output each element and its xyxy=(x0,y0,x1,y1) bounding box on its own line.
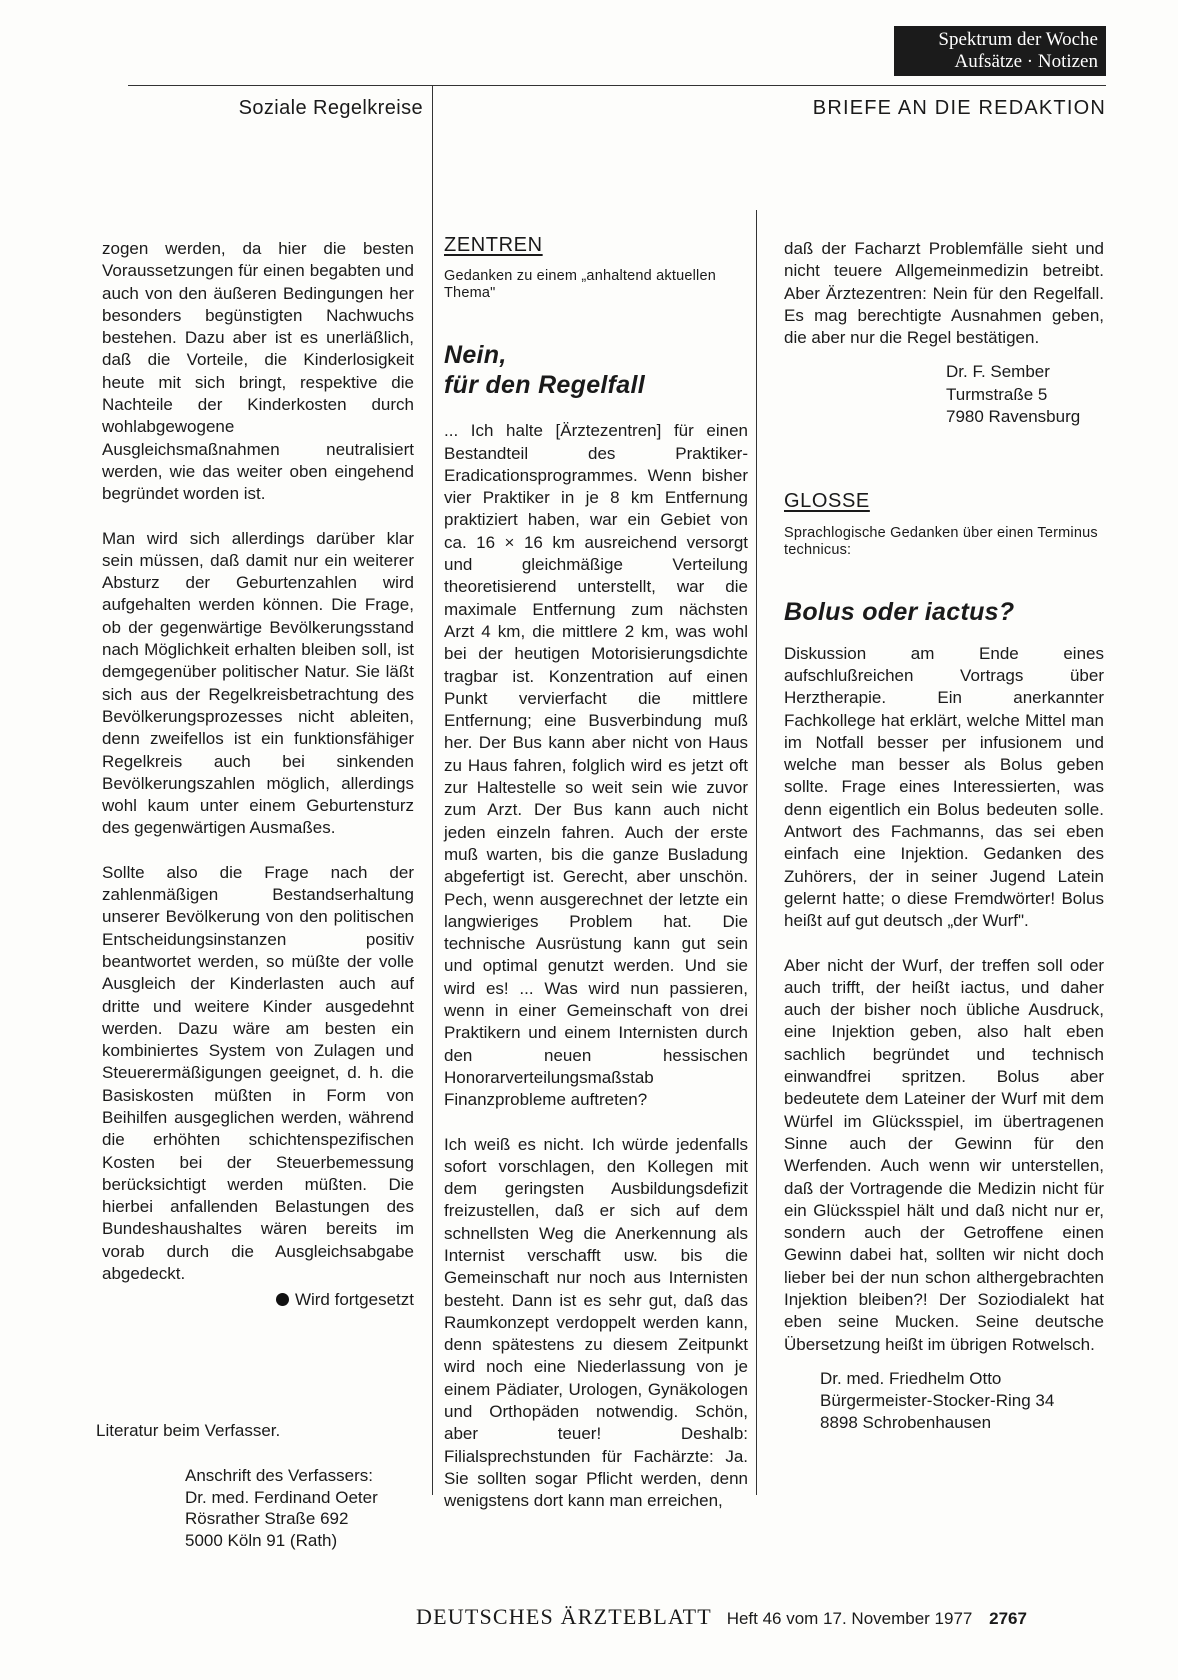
page-number: 2767 xyxy=(989,1609,1027,1628)
signature-sember xyxy=(946,361,1104,428)
badge-line-1: Spektrum der Woche xyxy=(938,29,1098,50)
address-label: Anschrift des Verfassers: xyxy=(185,1466,374,1485)
literature-note xyxy=(96,1420,426,1442)
article-kicker: Gedanken zu einem „anhaltend aktuellen Thema" xyxy=(444,268,717,302)
signature-city: 7980 Ravensburg xyxy=(946,407,1081,427)
signature-name: Dr. med. Friedhelm Otto xyxy=(820,1368,1002,1388)
article-kicker: Sprachlogische Gedanken über einen Terminus technicus: xyxy=(784,524,1098,558)
body-paragraph: Aber nicht der Wurf, der treffen soll oder auch trifft, der heißt iactus, und daher auch der bisher noch übliche Ausdruck, eine Injektion geben, also halt eben sachlich begründet und technisch einwandfrei spritzen. Bolus aber bedeutete dem Lateiner der Wurf mit dem Würfel im Glücksspiel, im übertragenen Sinne auch der Gewinn für den Werfenden. Auch wenn wir unterstellen, daß der Vortragende die Medizin nicht für ein Glücksspiel hält und daß nicht nur er, sondern auch der Getroffene einen Gewinn dabei hat, sollten wir nicht doch lieber bei der nun schon althergebrachten Injektion bleiben?! Der Soziodialekt hat eben seine Mucken. Seine deutsche Übersetzung heißt im übrigen Rotwelsch. xyxy=(784,955,1104,1354)
column-2 xyxy=(444,234,748,1513)
address-city: 5000 Köln 91 (Rath) xyxy=(185,1530,338,1550)
continued-label: Wird fortgesetzt xyxy=(294,1290,414,1310)
section-title-left: Soziale Regelkreise xyxy=(238,97,423,119)
rubric-zentren: ZENTREN xyxy=(444,234,543,256)
address-street: Rösrather Straße 692 xyxy=(185,1509,349,1528)
badge-line-2: Aufsätze · Notizen xyxy=(954,51,1098,72)
section-title-right: BRIEFE AN DIE REDAKTION xyxy=(812,97,1106,119)
headline-line-1: Nein, xyxy=(444,341,507,370)
column-1 xyxy=(102,238,414,1312)
header-rule xyxy=(128,85,1106,86)
signature-street: Bürgermeister-Stocker-Ring 34 xyxy=(820,1391,1055,1411)
section-badge xyxy=(894,26,1106,76)
signature-city: 8898 Schrobenhausen xyxy=(820,1413,992,1433)
bullet-icon xyxy=(276,1293,289,1306)
body-paragraph: Sollte also die Frage nach der zahlenmäßigen Bestandserhaltung unserer Bevölkerung von den politischen Entscheidungsinstanzen positiv beantwortet werden, so müßte der volle Ausgleich der Kinderlasten auch auf dritte und weitere Kinder ausgedehnt werden. Dazu wäre am besten ein kombiniertes System von Zulagen und Steuerermäßigungen geeignet, d. h. die Basiskosten müßten in Form von Beihilfen ausgeglichen werden, während die erhöhten schichtenspezifischen Kosten bei der Steuerbemessung berücksichtigt werden müßten. Die hierbei anfallenden Belastungen des Bundeshaushaltes wären bereits im vorab durch die Ausgleichsabgabe abgedeckt. xyxy=(102,862,414,1284)
signature-otto xyxy=(820,1368,1104,1435)
signature-name: Dr. F. Sember xyxy=(946,362,1050,382)
body-paragraph: daß der Facharzt Problemfälle sieht und nicht teuere Allgemeinmedizin betreibt. Aber Ärztezentren: Nein für den Regelfall. Es mag berechtigte Ausnahmen geben, die aber nur die Regel bestätigen. xyxy=(784,239,1104,348)
body-paragraph: Man wird sich allerdings darüber klar sein müssen, daß damit nur ein weiterer Absturz der Geburtenzahlen wird aufgehalten werden können. Die Frage, ob der gegenwärtige Bevölkerungsstand nach Möglichkeit erhalten bleiben soll, ist demgegenüber politischer Natur. Sie läßt sich aus der Regelkreisbetrachtung des Bevölkerungsprozesses nicht ableiten, denn zweifellos ist ein funktionsfähiger Regelkreis auch bei sinkenden Bevölkerungszahlen möglich, allerdings wohl kaum unter einem Geburtensturz des gegenwärtigen Ausmaßes. xyxy=(102,528,414,838)
journal-name: DEUTSCHES ÄRZTEBLATT xyxy=(416,1604,712,1629)
page-footer xyxy=(416,1604,1106,1630)
column-divider-left xyxy=(432,85,433,1495)
body-paragraph: ... Ich halte [Ärztezentren] für einen Bestandteil des Praktiker-Eradicationsprogrammes. Wenn bisher vier Praktiker in je 8 km Entfernung praktiziert haben, war ein Gebiet von ca. 16 × 16 km ausreichend versorgt und gleichmäßige Verteilung theoretisierend unterstellt, war die maximale Entfernung zum nächsten Arzt 4 km, die mittlere 2 km, was wohl bei der heutigen Motorisierungsdichte tragbar ist. Konzentration auf einen Punkt vervierfacht die mittlere Entfernung; eine Busverbindung muß her. Der Bus kann aber nicht von Haus zu Haus fahren, folglich wird es jetzt oft zur Haltestelle so weit sein wie zuvor zum Arzt. Der Bus kann auch nicht jeden einzeln fahren. Auch der erste muß warten, bis die ganze Busladung abgefertigt ist. Gerecht, aber unschön. Pech, wenn ausgerechnet der letzte ein langwieriges Problem hat. Die technische Ausrüstung kann gut sein und optimal genutzt werden. Und sie wird es! ... Was wird nun passieren, wenn in einer Gemeinschaft von drei Praktikern und einem Internisten durch den neuen hessischen Honorarverteilungsmaßstab Finanzprobleme auftreten? xyxy=(444,421,748,1110)
body-paragraph: Diskussion am Ende eines aufschlußreichen Vortrags über Herztherapie. Ein anerkannter Fachkollege hat erklärt, welche Mittel man im Notfall besser per infusionem und welche man besser als Bolus geben sollte. Frage eines Interessierten, was denn eigentlich ein Bolus bedeuten solle. Antwort des Fachmanns, das sei eben einfach eine Injektion. Gedanken des Zuhörers, der in seiner Jugend Latein gelernt hatte; o diese Fremdwörter! Bolus heißt auf gut deutsch „der Wurf". xyxy=(784,643,1104,931)
article-headline: Bolus oder iactus? xyxy=(784,597,1015,626)
author-address xyxy=(185,1465,425,1551)
article-headline xyxy=(444,340,748,400)
signature-street: Turmstraße 5 xyxy=(946,384,1048,404)
continued-note xyxy=(102,1289,414,1311)
body-paragraph: Ich weiß es nicht. Ich würde jedenfalls sofort vorschlagen, den Kollegen mit dem geringsten Ausbildungsdefizit freizustellen, daß er sich auf dem schnellsten Weg die Anerkennung als Internist verschafft usw. bis die Gemeinschaft nur noch aus Internisten besteht. Dann ist es sehr gut, daß das Raumkonzept verdoppelt werden kann, denn spätestens zu diesem Zeitpunkt wird noch eine Niederlassung von je einem Pädiater, Urologen, Gynäkologen und Orthopäden notwendig. Schön, aber teuer! Deshalb: Filialsprechstunden für Fachärzte: Ja. Sie sollten sogar Pflicht werden, denn wenigstens dort kann man erreichen, xyxy=(444,1134,748,1511)
column-3 xyxy=(784,238,1104,1435)
literature-text: Literatur beim Verfasser. xyxy=(96,1421,281,1440)
address-name: Dr. med. Ferdinand Oeter xyxy=(185,1487,378,1507)
column-divider-right xyxy=(756,210,757,1495)
issue-info: Heft 46 vom 17. November 1977 xyxy=(726,1609,973,1628)
headline-line-2: für den Regelfall xyxy=(444,371,645,400)
body-paragraph: zogen werden, da hier die besten Voraussetzungen für einen begabten und auch von den äußeren Bedingungen her besonders begünstigten Nachwuchs bestehen. Dazu aber ist es unerläßlich, daß die Vorteile, die Kinderlosigkeit heute mit sich bringt, respektive die Nachteile der Kinderkosten durch wohlabgewogene Ausgleichsmaßnahmen neutralisiert werden, wie das weiter oben eingehend begründet worden ist. xyxy=(102,239,414,504)
rubric-glosse: GLOSSE xyxy=(784,490,870,513)
